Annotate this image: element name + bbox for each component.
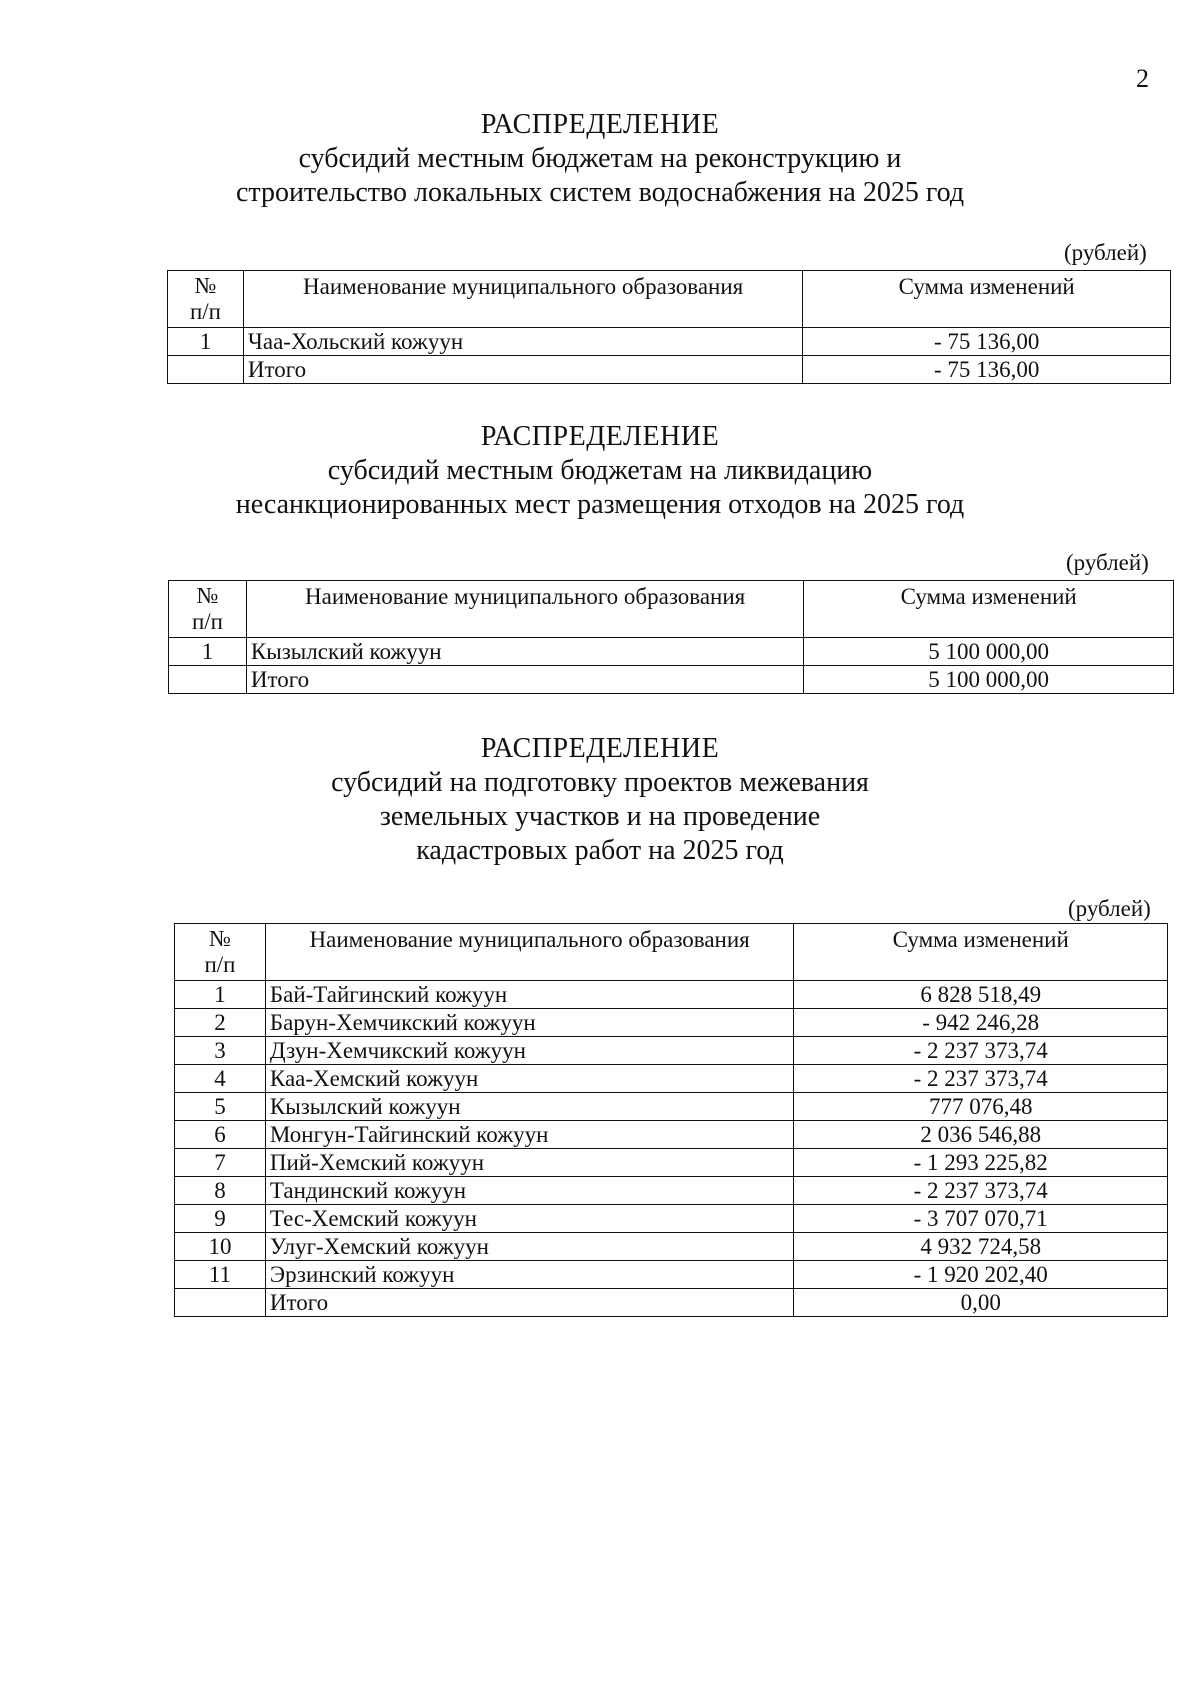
row-sum: 4 932 724,58 bbox=[794, 1233, 1168, 1261]
section-heading bbox=[0, 732, 1200, 868]
table-header-row bbox=[168, 271, 1171, 328]
row-sum: 2 036 546,88 bbox=[794, 1121, 1168, 1149]
table-row bbox=[175, 1093, 1168, 1121]
table-row bbox=[175, 1233, 1168, 1261]
row-sum: 0,00 bbox=[794, 1289, 1168, 1317]
section-heading bbox=[0, 108, 1200, 210]
row-name: Чаа-Хольский кожуун bbox=[243, 328, 802, 356]
table-row bbox=[175, 1065, 1168, 1093]
row-name: Дзун-Хемчикский кожуун bbox=[265, 1037, 793, 1065]
distribution-table bbox=[168, 580, 1174, 694]
section-subtitle-line: строительство локальных систем водоснабжения на 2025 год bbox=[235, 177, 965, 208]
row-number: 1 bbox=[169, 638, 247, 666]
col-header-sum: Сумма изменений bbox=[794, 924, 1168, 981]
row-name: Тес-Хемский кожуун bbox=[265, 1205, 793, 1233]
row-name: Итого bbox=[243, 356, 802, 384]
section-subtitle-line: субсидий местным бюджетам на ликвидацию bbox=[327, 455, 873, 486]
table-row bbox=[168, 328, 1171, 356]
row-sum: - 75 136,00 bbox=[803, 328, 1171, 356]
row-sum: 6 828 518,49 bbox=[794, 981, 1168, 1009]
section-subtitle-line: субсидий на подготовку проектов межевания bbox=[331, 767, 869, 798]
row-name: Монгун-Тайгинский кожуун bbox=[265, 1121, 793, 1149]
section-waste-sites bbox=[0, 420, 1200, 522]
section-heading bbox=[0, 420, 1200, 522]
col-header-sum: Сумма изменений bbox=[804, 581, 1174, 638]
section-title: РАСПРЕДЕЛЕНИЕ bbox=[480, 733, 720, 764]
row-name: Пий-Хемский кожуун bbox=[265, 1149, 793, 1177]
row-name: Бай-Тайгинский кожуун bbox=[265, 981, 793, 1009]
row-sum: 5 100 000,00 bbox=[804, 638, 1174, 666]
table-row bbox=[175, 981, 1168, 1009]
row-sum: - 2 237 373,74 bbox=[794, 1037, 1168, 1065]
section-subtitle-line: несанкционированных мест размещения отходов на 2025 год bbox=[235, 489, 965, 520]
row-number: 3 bbox=[175, 1037, 266, 1065]
col-header-number: № п/п bbox=[175, 924, 266, 981]
row-sum: - 2 237 373,74 bbox=[794, 1065, 1168, 1093]
col-header-sum: Сумма изменений bbox=[803, 271, 1171, 328]
col-header-name: Наименование муниципального образования bbox=[246, 581, 803, 638]
table-total-row bbox=[169, 666, 1174, 694]
table-header-row bbox=[169, 581, 1174, 638]
table-header-row bbox=[175, 924, 1168, 981]
table-row bbox=[175, 1205, 1168, 1233]
section-subtitle-line: кадастровых работ на 2025 год bbox=[416, 835, 784, 866]
row-number: 4 bbox=[175, 1065, 266, 1093]
row-name: Итого bbox=[246, 666, 803, 694]
row-number bbox=[168, 356, 244, 384]
table-total-row bbox=[175, 1289, 1168, 1317]
row-number: 1 bbox=[168, 328, 244, 356]
table-total-row bbox=[168, 356, 1171, 384]
row-number bbox=[175, 1289, 266, 1317]
row-number: 5 bbox=[175, 1093, 266, 1121]
col-header-number: № п/п bbox=[168, 271, 244, 328]
row-name: Эрзинский кожуун bbox=[265, 1261, 793, 1289]
col-header-number: № п/п bbox=[169, 581, 247, 638]
col-header-name: Наименование муниципального образования bbox=[243, 271, 802, 328]
row-sum: - 1 920 202,40 bbox=[794, 1261, 1168, 1289]
row-number: 7 bbox=[175, 1149, 266, 1177]
unit-label: (рублей) bbox=[1066, 550, 1149, 575]
distribution-table bbox=[167, 270, 1171, 384]
unit-label: (рублей) bbox=[1068, 896, 1151, 921]
section-title: РАСПРЕДЕЛЕНИЕ bbox=[480, 421, 720, 452]
row-name: Итого bbox=[265, 1289, 793, 1317]
section-water-supply bbox=[0, 108, 1200, 210]
row-sum: 5 100 000,00 bbox=[804, 666, 1174, 694]
table-row bbox=[169, 638, 1174, 666]
row-number: 6 bbox=[175, 1121, 266, 1149]
section-subtitle-line: субсидий местным бюджетам на реконструкцию и bbox=[298, 143, 902, 174]
col-header-name: Наименование муниципального образования bbox=[265, 924, 793, 981]
row-number bbox=[169, 666, 247, 694]
row-sum: - 2 237 373,74 bbox=[794, 1177, 1168, 1205]
row-sum: 777 076,48 bbox=[794, 1093, 1168, 1121]
section-subtitle-line: земельных участков и на проведение bbox=[379, 801, 821, 832]
row-number: 1 bbox=[175, 981, 266, 1009]
table-row bbox=[175, 1261, 1168, 1289]
row-number: 10 bbox=[175, 1233, 266, 1261]
row-name: Кызылский кожуун bbox=[246, 638, 803, 666]
row-sum: - 1 293 225,82 bbox=[794, 1149, 1168, 1177]
table-row bbox=[175, 1177, 1168, 1205]
row-name: Тандинский кожуун bbox=[265, 1177, 793, 1205]
table-row bbox=[175, 1121, 1168, 1149]
table-row bbox=[175, 1009, 1168, 1037]
row-sum: - 75 136,00 bbox=[803, 356, 1171, 384]
table-row bbox=[175, 1149, 1168, 1177]
row-name: Каа-Хемский кожуун bbox=[265, 1065, 793, 1093]
unit-label: (рублей) bbox=[1064, 240, 1147, 265]
section-cadastral-works bbox=[0, 732, 1200, 868]
row-name: Барун-Хемчикский кожуун bbox=[265, 1009, 793, 1037]
table-row bbox=[175, 1037, 1168, 1065]
section-title: РАСПРЕДЕЛЕНИЕ bbox=[480, 109, 720, 140]
row-number: 8 bbox=[175, 1177, 266, 1205]
row-number: 2 bbox=[175, 1009, 266, 1037]
page-number: 2 bbox=[1136, 64, 1149, 93]
row-sum: - 3 707 070,71 bbox=[794, 1205, 1168, 1233]
row-number: 11 bbox=[175, 1261, 266, 1289]
distribution-table bbox=[174, 923, 1168, 1317]
row-name: Кызылский кожуун bbox=[265, 1093, 793, 1121]
row-sum: - 942 246,28 bbox=[794, 1009, 1168, 1037]
row-number: 9 bbox=[175, 1205, 266, 1233]
row-name: Улуг-Хемский кожуун bbox=[265, 1233, 793, 1261]
